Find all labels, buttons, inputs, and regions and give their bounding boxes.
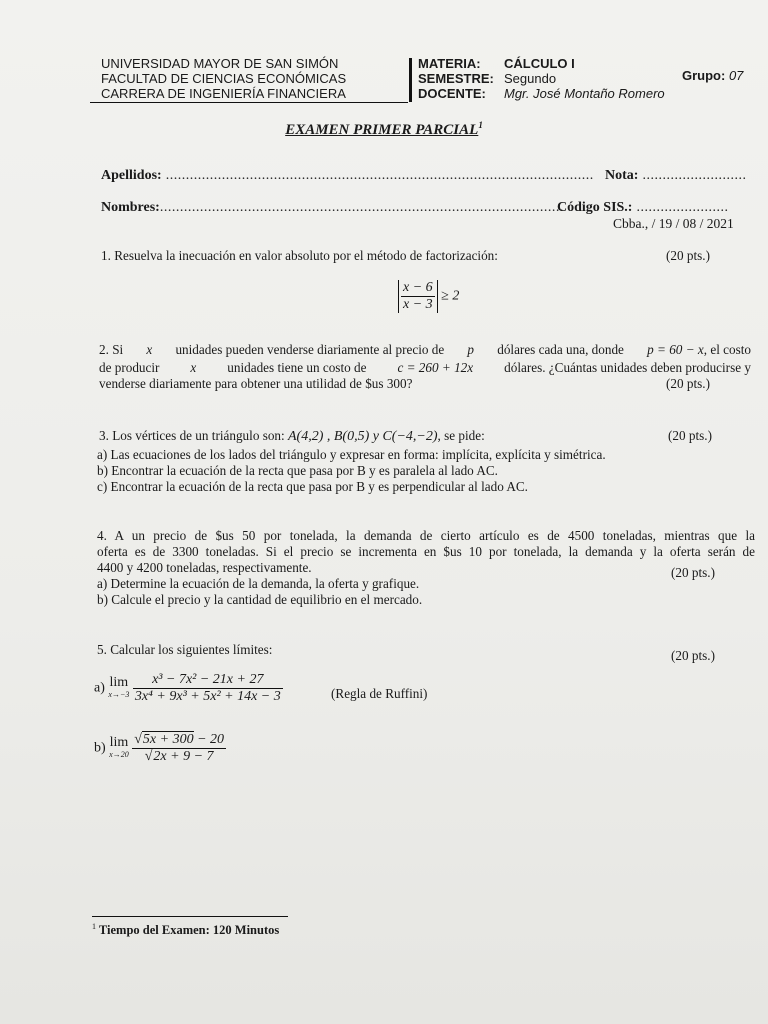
question-2 [99,342,751,392]
limit-a [94,672,283,705]
institution-block [101,56,346,101]
limit-b-sub: x→20 [109,749,129,759]
title-footnote-mark: 1 [478,120,483,130]
codigo-label: Código SIS.: [557,200,633,215]
q2-text-f: unidades tiene un costo de [227,360,367,375]
q2-text-g: dólares. ¿Cuántas unidades deben producirse y [504,360,751,375]
ruffini-note: (Regla de Ruffini) [331,686,428,701]
grupo-label: Grupo: [682,68,726,83]
q4-item-a: a) Determine la ecuación de la demanda, la oferta y grafique. [97,576,420,591]
q1-rhs: ≥ 2 [441,288,460,304]
footnote [92,922,279,938]
q3-item-b: b) Encontrar la ecuación de la recta que pasa por B y es paralela al lado AC. [97,463,498,478]
limit-b-den-radicand: 2x + 9 [153,749,191,764]
q4-item-b: b) Calcule el precio y la cantidad de equilibrio en el mercado. [97,592,423,607]
footnote-rule [92,916,288,917]
question-5-text: 5. Calcular los siguientes límites: [97,642,273,657]
header-underline [90,102,408,103]
question-3-points: (20 pts.) [668,428,712,443]
limit-a-numerator: x³ − 7x² − 21x + 27 [133,672,283,689]
faculty-name: FACULTAD DE CIENCIAS ECONÓMICAS [101,71,347,86]
exam-date: Cbba., / 19 / 08 / 2021 [613,216,734,231]
q3-intro-end: , se pide: [437,428,485,443]
q3-item-a: a) Las ecuaciones de los lados del triángulo y expresar en forma: implícita, explícita y simétrica. [97,447,606,462]
q2-text-e: de producir [99,360,160,375]
university-name: UNIVERSIDAD MAYOR DE SAN SIMÓN [101,56,339,71]
question-3-intro [99,428,485,445]
question-4-points: (20 pts.) [671,565,715,580]
semestre-label: SEMESTRE: [418,71,494,86]
career-name: CARRERA DE INGENIERÍA FINANCIERA [101,86,346,101]
apellidos-field[interactable]: Apellidos: ........................................................................................................... [101,168,594,183]
q3-item-c: c) Encontrar la ecuación de la recta que pasa por B y es perpendicular al lado AC. [97,479,528,494]
q2-price-equation: p = 60 − x [647,342,704,357]
q3-vertices: A(4,2) , B(0,5) y C(−4,−2) [287,429,438,444]
materia-label: MATERIA: [418,56,481,71]
apellidos-label: Apellidos: [101,168,162,183]
q2-var-x: x [146,342,153,357]
materia-value: CÁLCULO I [504,56,575,71]
nota-label: Nota: [605,168,639,183]
course-block [418,56,665,101]
limit-b-num-rest: − 20 [193,732,225,747]
question-4 [97,528,755,608]
docente-label: DOCENTE: [418,86,486,101]
footnote-text: Tiempo del Examen: 120 Minutos [98,923,280,938]
q1-denominator: x − 3 [403,297,433,312]
question-3-items [97,447,606,495]
limit-b-num-radicand: 5x + 300 [142,732,194,747]
q2-text-d: , el costo [703,342,751,357]
footnote-mark: 1 [92,922,96,931]
semestre-value: Segundo [504,71,557,86]
grupo [682,68,743,83]
limit-b-label: b) [94,740,106,756]
question-5-points: (20 pts.) [671,648,715,663]
limit-a-label: a) [94,680,105,696]
exam-title-text: EXAMEN PRIMER PARCIAL [285,122,479,138]
limit-a-denominator: 3x⁴ + 9x³ + 5x² + 14x − 3 [134,689,281,704]
exam-title [0,120,768,139]
q2-cost-equation: c = 260 + 12x [397,360,474,375]
grupo-value: 07 [728,68,744,83]
limit-a-sub: x→−3 [108,689,130,699]
q2-var-x-2: x [190,360,197,375]
q2-text-c: dólares cada una, donde [497,342,624,357]
limit-b-lim: lim [109,734,129,750]
question-1-inequality [398,280,459,313]
q2-text-b: unidades pueden venderse diariamente al precio de [175,342,445,357]
question-2-points: (20 pts.) [666,376,710,391]
nombres-field[interactable]: Nombres:..................................................................................................... [101,200,564,215]
q4-line-3: 4400 y 4200 toneladas, respectivamente. [97,560,312,575]
q2-text-a: 2. Si [99,342,124,357]
docente-value: Mgr. José Montaño Romero [504,86,665,101]
q3-intro-text: 3. Los vértices de un triángulo son: [99,428,285,443]
question-1-points: (20 pts.) [666,248,710,263]
nota-field[interactable]: Nota: .......................... [605,168,747,183]
limit-a-lim: lim [109,674,129,690]
question-1-text: 1. Resuelva la inecuación en valor absoluto por el método de factorización: [101,248,498,263]
q2-text-h: venderse diariamente para obtener una utilidad de $us 300? [99,376,413,391]
q4-line-2: oferta es de 3300 toneladas. Si el precio se incrementa en $us 10 por tonelada, la demanda y la oferta serán de [97,544,755,559]
limit-b: b) lim x→20 $\frac{√5x + 300 - 20}{√2x + 9 - 7}$ [94,732,225,764]
limit-b-den-rest: − 7 [190,749,214,764]
q4-line-1: 4. A un precio de $us 50 por tonelada, la demanda de cierto artículo es de 4500 toneladas, mientras que la [97,528,755,543]
nombres-label: Nombres: [101,200,160,215]
header-divider [409,58,412,102]
q2-var-p: p [467,342,475,357]
codigo-sis-field[interactable]: Código SIS.: ....................... [557,200,729,215]
q1-numerator: x − 6 [403,280,433,295]
